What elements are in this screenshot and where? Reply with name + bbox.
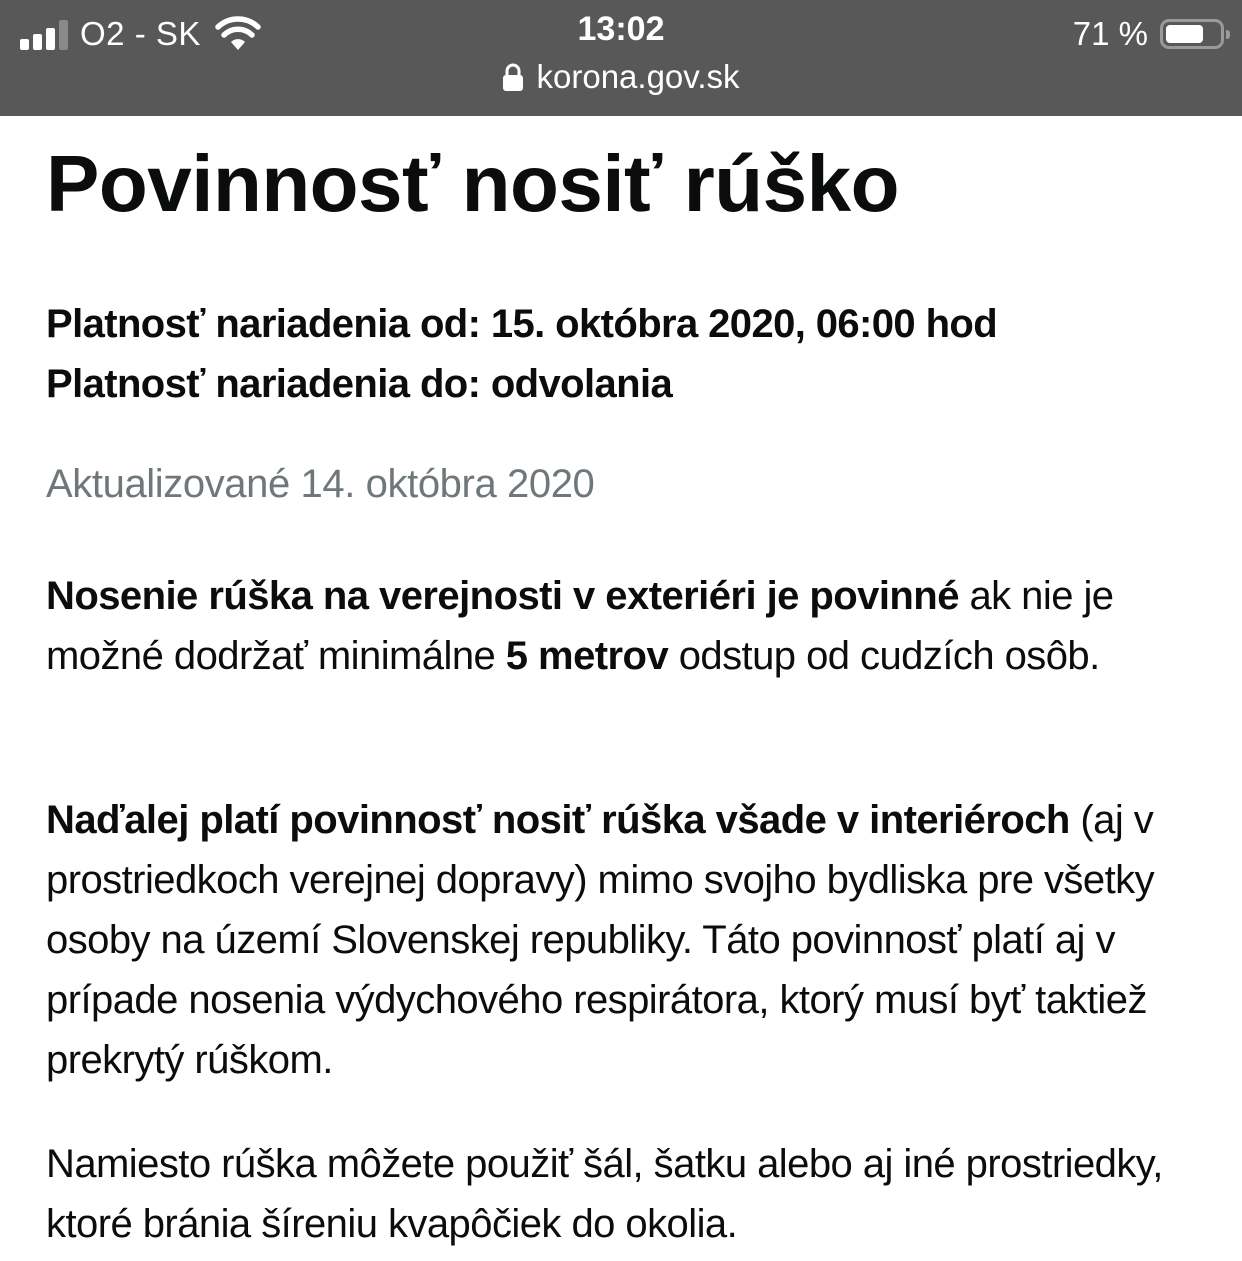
battery-nub [1226,30,1230,39]
page-title: Povinnosť nosiť rúško [46,139,899,228]
paragraph-alternatives [46,1134,1226,1254]
paragraph-alternatives-text: Namiesto rúška môžete použiť šál, šatku alebo aj iné prostriedky, ktoré bránia šíreniu kvapôčiek do okolia. [46,1142,1163,1246]
validity-block [46,294,997,414]
distance-bold: 5 metrov [505,634,669,678]
url-text[interactable]: korona.gov.sk [536,58,740,95]
address-bar[interactable] [0,58,1242,96]
status-bar [0,0,1242,116]
paragraph-exterior [46,566,1226,686]
lock-icon [503,63,523,91]
battery-fill [1166,25,1203,43]
paragraph-exterior-text: ak nie je možné dodržať minimálne [46,574,1114,678]
paragraph-interior [46,790,1226,1090]
paragraph-interior-text: (aj v prostriedkoch verejnej dopravy) mimo svojho bydliska pre všetky osoby na území Slovenskej republiky. Táto povinnosť platí aj v prípade nosenia výdychového respirátora, ktorý musí byť taktiež prekrytý rúškom. [46,798,1155,1082]
clock: 13:02 [577,10,665,48]
updated-date: Aktualizované 14. októbra 2020 [46,462,595,506]
paragraph-exterior-bold: Nosenie rúška na verejnosti v exteriéri je povinné [46,574,959,618]
paragraph-interior-bold: Naďalej platí povinnosť nosiť rúška všade v interiéroch [46,798,1070,842]
battery-percent: 71 % [1072,15,1148,52]
carrier-name: O2 - SK [80,15,201,52]
paragraph-exterior-text-end: odstup od cudzích osôb. [668,634,1100,678]
validity-to: Platnosť nariadenia do: odvolania [46,362,673,406]
validity-from: Platnosť nariadenia od: 15. októbra 2020, 06:00 hod [46,302,998,346]
status-right [1073,12,1224,56]
battery-icon [1160,19,1224,49]
